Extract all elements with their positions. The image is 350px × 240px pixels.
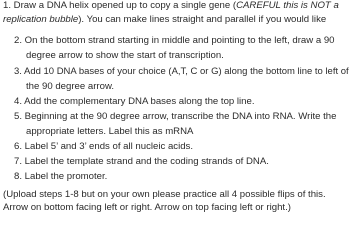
note-line-1: (Upload steps 1-8 but on your own please practice all 4 possible flips of this.	[3, 189, 326, 200]
step-1-line-1	[3, 0, 339, 12]
step-4-line: 4. Add the complementary DNA bases along the top line.	[14, 96, 255, 107]
step-5-line-1: 5. Beginning at the 90 degree arrow, transcribe the DNA into RNA. Write the	[14, 111, 337, 122]
step-7-line: 7. Label the template strand and the coding strands of DNA.	[14, 156, 269, 167]
step-1-text-continued: ). You can make lines straight and parallel if you would like	[78, 14, 327, 25]
step-8-line: 8. Label the promoter.	[14, 171, 108, 182]
step-3-line-1: 3. Add 10 DNA bases of your choice (A,T, C or G) along the bottom line to left of	[14, 66, 349, 77]
note-line-2: Arrow on bottom facing left or right. Arrow on top facing left or right.)	[3, 202, 291, 213]
step-2-line-1: 2. On the bottom strand starting in middle and pointing to the left, draw a 90	[14, 35, 335, 46]
step-3-line-2: the 90 degree arrow.	[26, 81, 115, 92]
step-1-text: 1. Draw a DNA helix opened up to copy a single gene (	[3, 0, 237, 11]
step-1-warning: CAREFUL this is NOT a	[236, 0, 339, 11]
step-2-line-2: degree arrow to show the start of transcription.	[26, 50, 224, 61]
step-5-line-2: appropriate letters. Label this as mRNA	[26, 126, 194, 137]
step-1-line-2	[3, 14, 326, 26]
step-1-warning-continued: replication bubble	[3, 14, 79, 25]
step-6-line: 6. Label 5’ and 3’ ends of all nucleic acids.	[14, 141, 194, 152]
